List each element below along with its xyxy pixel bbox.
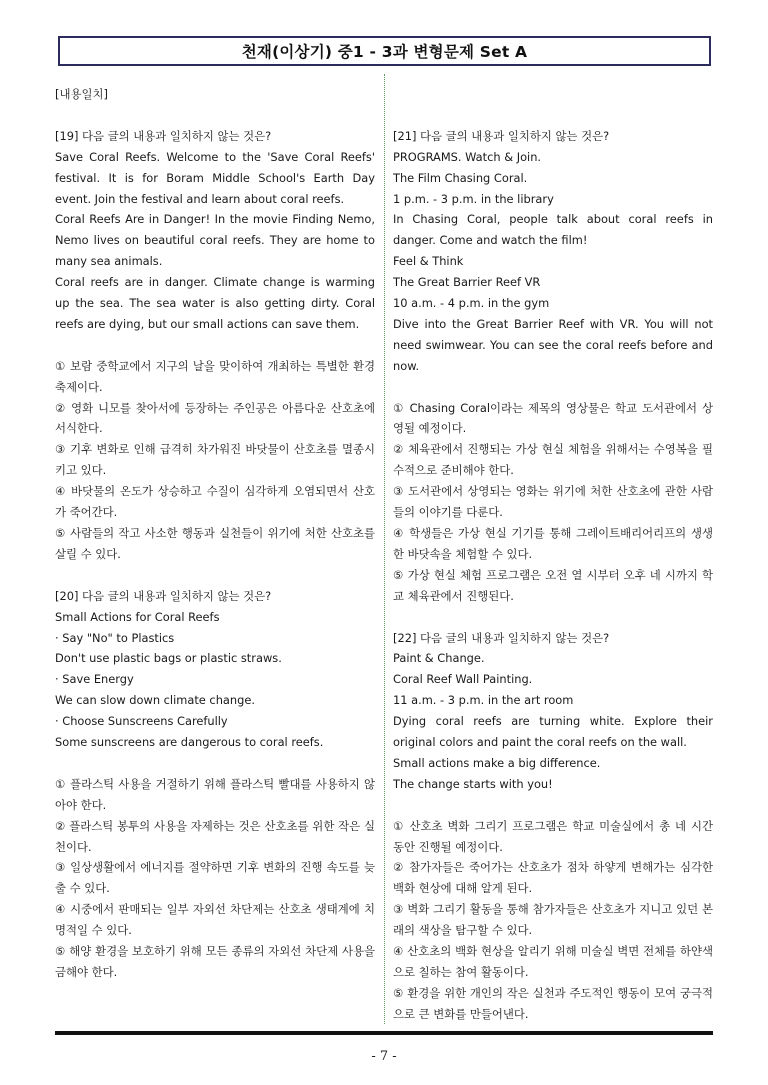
q22-passage-2: Coral Reef Wall Painting. [393,672,533,687]
q20-option-5: ⑤ 해양 환경을 보호하기 위해 모든 종류의 자외선 차단제 사용을 금해야 한다. [55,944,375,979]
q21-option-3: ③ 도서관에서 상영되는 영화는 위기에 처한 산호초에 관한 사람들의 이야기를 다룬다. [393,484,713,520]
q22-option-4: ④ 산호초의 백화 현상을 알리기 위해 미술실 벽면 전체를 하얀색으로 칠하는 참여 활동이다. [393,944,713,979]
left-column [55,84,375,983]
q19-question: [19] 다음 글의 내용과 일치하지 않는 것은? [55,128,272,143]
q19-option-1: ① 보람 중학교에서 지구의 날을 맞이하여 개최하는 특별한 환경 축제이다. [55,358,375,394]
title-box [58,36,711,66]
page-number: - 7 - [371,1049,397,1064]
q19-passage-3: Coral reefs are in danger. Climate change is warming up the sea. The sea water is also getting dirty. Coral reefs are dying, but our small actions can save them. [55,275,375,331]
q21-passage-2: The Film Chasing Coral. [393,170,528,185]
q22-passage-4: Dying coral reefs are turning white. Explore their original colors and paint the coral reefs on the wall. [393,714,713,750]
q22-passage-3: 11 a.m. - 3 p.m. in the art room [393,693,574,708]
q22-option-2: ② 참가자들은 죽어가는 산호초가 점차 하얗게 변해가는 심각한 백화 현상에 대해 알게 된다. [393,860,713,896]
q22-passage-6: The change starts with you! [393,776,553,791]
q21-passage-5: Feel & Think [393,254,464,269]
q22-option-3: ③ 벽화 그리기 활동을 통해 참가자들은 산호초가 지니고 있던 본래의 색상을 탐구할 수 있다. [393,902,713,938]
q20-option-4: ④ 시중에서 판매되는 일부 자외선 차단제는 산호초 생태계에 치명적일 수 있다. [55,902,375,938]
right-column [393,84,713,1025]
q21-passage-8: Dive into the Great Barrier Reef with VR. You will not need swimwear. You can see the coral reefs before and now. [393,316,713,373]
q19-option-4: ④ 바닷물의 온도가 상승하고 수질이 심각하게 오염되면서 산호가 죽어간다. [55,484,375,520]
q21-passage-3: 1 p.m. - 3 p.m. in the library [393,191,554,206]
q22-question: [22] 다음 글의 내용과 일치하지 않는 것은? [393,630,610,645]
q20-question: [20] 다음 글의 내용과 일치하지 않는 것은? [55,588,272,603]
q20-passage-4: · Save Energy [55,672,134,687]
q21-passage-1: PROGRAMS. Watch & Join. [393,149,542,164]
q21-passage-4: In Chasing Coral, people talk about coral reefs in danger. Come and watch the film! [393,212,713,248]
q19-option-2: ② 영화 니모를 찾아서에 등장하는 주인공은 아름다운 산호초에 서식한다. [55,400,375,436]
q20-option-3: ③ 일상생활에서 에너지를 절약하면 기후 변화의 진행 속도를 늦출 수 있다. [55,860,375,896]
q21-option-4: ④ 학생들은 가상 현실 기기를 통해 그레이트배리어리프의 생생한 바닷속을 체험할 수 있다. [393,525,713,561]
q22-option-1: ① 산호초 벽화 그리기 프로그램은 학교 미술실에서 총 네 시간 동안 진행될 예정이다. [393,818,713,854]
bottom-rule [55,1031,713,1035]
q20-passage-5: We can slow down climate change. [55,693,255,708]
q19-passage-1: Save Coral Reefs. Welcome to the 'Save Coral Reefs' festival. It is for Boram Middle School's Earth Day event. Join the festival and learn about coral reefs. [55,149,375,206]
q20-option-1: ① 플라스틱 사용을 거절하기 위해 플라스틱 빨대를 사용하지 않아야 한다. [55,776,375,812]
q21-passage-6: The Great Barrier Reef VR [393,275,541,290]
q19-option-5: ⑤ 사람들의 작고 사소한 행동과 실천들이 위기에 처한 산호초를 살릴 수 있다. [55,526,375,561]
column-divider [384,74,385,1024]
q22-option-5: ⑤ 환경을 위한 개인의 작은 실천과 주도적인 행동이 모여 궁극적으로 큰 변화를 만들어낸다. [393,985,713,1021]
q19-option-3: ③ 기후 변화로 인해 급격히 차가워진 바닷물이 산호초를 멸종시키고 있다. [55,442,375,478]
q21-question: [21] 다음 글의 내용과 일치하지 않는 것은? [393,128,610,143]
q21-option-2: ② 체육관에서 진행되는 가상 현실 체험을 위해서는 수영복을 필수적으로 준비해야 한다. [393,442,713,478]
q20-passage-6: · Choose Sunscreens Carefully [55,714,228,729]
q20-passage-1: Small Actions for Coral Reefs [55,609,220,624]
q21-passage-7: 10 a.m. - 4 p.m. in the gym [393,296,550,311]
q22-passage-5: Small actions make a big difference. [393,755,601,770]
q22-passage-1: Paint & Change. [393,651,485,666]
section-label: [내용일치] [55,87,108,101]
q21-option-1: ① Chasing Coral이라는 제목의 영상물은 학교 도서관에서 상영될 예정이다. [393,400,713,436]
q20-option-2: ② 플라스틱 봉투의 사용을 자제하는 것은 산호초를 위한 작은 실천이다. [55,818,375,854]
q21-option-5: ⑤ 가상 현실 체험 프로그램은 오전 열 시부터 오후 네 시까지 학교 체육관에서 진행된다. [393,567,713,603]
q20-passage-3: Don't use plastic bags or plastic straws. [55,651,282,666]
q20-passage-7: Some sunscreens are dangerous to coral reefs. [55,735,324,750]
q20-passage-2: · Say "No" to Plastics [55,630,175,645]
page-title: 천재(이상기) 중1 - 3과 변형문제 Set A [241,43,528,61]
q19-passage-2: Coral Reefs Are in Danger! In the movie Finding Nemo, Nemo lives on beautiful coral reefs. They are home to many sea animals. [55,212,375,269]
